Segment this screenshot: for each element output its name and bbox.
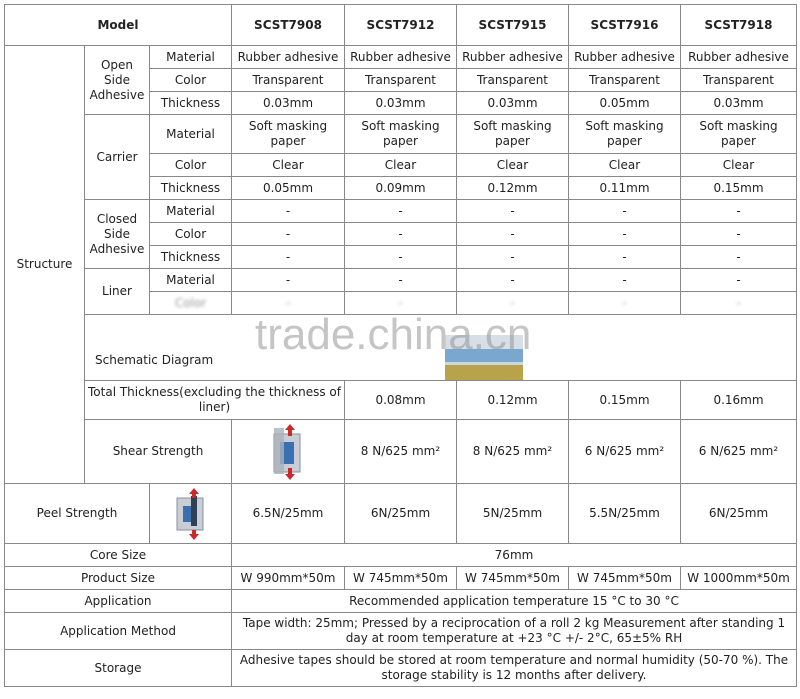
total-thickness-2: 0.12mm <box>457 381 569 420</box>
closed-color-5: - <box>681 223 797 246</box>
closed-material-label: Material <box>150 200 232 223</box>
carrier-thickness-label: Thickness <box>150 177 232 200</box>
peel-icon-cell <box>150 484 232 544</box>
liner-color-label: Color <box>150 292 232 315</box>
peel-5: 6N/25mm <box>681 484 797 544</box>
carrier-material-3: Soft masking paper <box>457 115 569 154</box>
shear-3: 6 N/625 mm² <box>569 420 681 484</box>
carrier-material-2: Soft masking paper <box>345 115 457 154</box>
open-color-3: Transparent <box>457 69 569 92</box>
open-color-5: Transparent <box>681 69 797 92</box>
carrier-thickness-5: 0.15mm <box>681 177 797 200</box>
closed-thickness-3: - <box>457 246 569 269</box>
open-material-2: Rubber adhesive <box>345 46 457 69</box>
product-size-5: W 1000mm*50m <box>681 567 797 590</box>
product-size-4: W 745mm*50m <box>569 567 681 590</box>
application-method-row <box>5 613 797 650</box>
model-label: Model <box>5 5 232 46</box>
peel-test-icon <box>171 488 211 540</box>
closed-material-1: - <box>232 200 345 223</box>
peel-4: 5.5N/25mm <box>569 484 681 544</box>
application-value: Recommended application temperature 15 °C to 30 °C <box>232 590 797 613</box>
open-material-1: Rubber adhesive <box>232 46 345 69</box>
open-thickness-5: 0.03mm <box>681 92 797 115</box>
open-thickness-3: 0.03mm <box>457 92 569 115</box>
closed-color-4: - <box>569 223 681 246</box>
model-1: SCST7908 <box>232 5 345 46</box>
product-size-row <box>5 567 797 590</box>
carrier-color-label: Color <box>150 154 232 177</box>
carrier-material-4: Soft masking paper <box>569 115 681 154</box>
liner-material-2: - <box>345 269 457 292</box>
open-color-label: Color <box>150 69 232 92</box>
application-row <box>5 590 797 613</box>
closed-color-label: Color <box>150 223 232 246</box>
closed-side-label: Closed Side Adhesive <box>85 200 150 269</box>
shear-1: 8 N/625 mm² <box>345 420 457 484</box>
total-thickness-row <box>5 381 797 420</box>
carrier-material-row <box>5 115 797 154</box>
application-method-value: Tape width: 25mm; Pressed by a reciprocation of a roll 2 kg Measurement after standing 1 day at room temperature at +23 °C +/- 2°C, 65±5% RH <box>232 613 797 650</box>
total-thickness-label: Total Thickness(excluding the thickness of liner) <box>85 381 345 420</box>
peel-label: Peel Strength <box>5 484 150 544</box>
closed-thickness-5: - <box>681 246 797 269</box>
shear-label: Shear Strength <box>85 420 232 484</box>
open-thickness-4: 0.05mm <box>569 92 681 115</box>
total-thickness-1: 0.08mm <box>345 381 457 420</box>
core-size-value: 76mm <box>232 544 797 567</box>
product-size-2: W 745mm*50m <box>345 567 457 590</box>
open-thickness-2: 0.03mm <box>345 92 457 115</box>
liner-color-5: - <box>681 292 797 315</box>
carrier-thickness-4: 0.11mm <box>569 177 681 200</box>
carrier-material-label: Material <box>150 115 232 154</box>
product-size-label: Product Size <box>5 567 232 590</box>
product-size-3: W 745mm*50m <box>457 567 569 590</box>
open-material-3: Rubber adhesive <box>457 46 569 69</box>
schematic-label: Schematic Diagram <box>85 315 797 381</box>
model-4: SCST7916 <box>569 5 681 46</box>
storage-row <box>5 650 797 687</box>
open-color-1: Transparent <box>232 69 345 92</box>
liner-material-1: - <box>232 269 345 292</box>
carrier-thickness-1: 0.05mm <box>232 177 345 200</box>
carrier-color-1: Clear <box>232 154 345 177</box>
application-method-label: Application Method <box>5 613 232 650</box>
carrier-thickness-3: 0.12mm <box>457 177 569 200</box>
closed-color-1: - <box>232 223 345 246</box>
total-thickness-4: 0.16mm <box>681 381 797 420</box>
carrier-material-5: Soft masking paper <box>681 115 797 154</box>
model-2: SCST7912 <box>345 5 457 46</box>
closed-material-row <box>5 200 797 223</box>
storage-label: Storage <box>5 650 232 687</box>
peel-1: 6.5N/25mm <box>232 484 345 544</box>
open-color-2: Transparent <box>345 69 457 92</box>
liner-material-row <box>5 269 797 292</box>
closed-thickness-1: - <box>232 246 345 269</box>
liner-color-1: - <box>232 292 345 315</box>
closed-thickness-2: - <box>345 246 457 269</box>
liner-material-label: Material <box>150 269 232 292</box>
peel-3: 5N/25mm <box>457 484 569 544</box>
carrier-thickness-2: 0.09mm <box>345 177 457 200</box>
closed-material-3: - <box>457 200 569 223</box>
shear-row <box>5 420 797 484</box>
carrier-color-4: Clear <box>569 154 681 177</box>
liner-color-3: - <box>457 292 569 315</box>
shear-2: 8 N/625 mm² <box>457 420 569 484</box>
total-thickness-3: 0.15mm <box>569 381 681 420</box>
model-3: SCST7915 <box>457 5 569 46</box>
shear-4: 6 N/625 mm² <box>681 420 797 484</box>
carrier-color-2: Clear <box>345 154 457 177</box>
closed-material-4: - <box>569 200 681 223</box>
closed-color-2: - <box>345 223 457 246</box>
core-size-row <box>5 544 797 567</box>
open-side-label: Open Side Adhesive <box>85 46 150 115</box>
header-row <box>5 5 797 46</box>
liner-material-3: - <box>457 269 569 292</box>
open-material-5: Rubber adhesive <box>681 46 797 69</box>
carrier-material-1: Soft masking paper <box>232 115 345 154</box>
carrier-label: Carrier <box>85 115 150 200</box>
closed-material-5: - <box>681 200 797 223</box>
shear-icon-cell <box>232 420 345 484</box>
carrier-color-3: Clear <box>457 154 569 177</box>
liner-material-4: - <box>569 269 681 292</box>
watermark-text: trade.china.cn <box>255 310 532 359</box>
storage-value: Adhesive tapes should be stored at room temperature and normal humidity (50-70 %). The storage stability is 12 months after delivery. <box>232 650 797 687</box>
application-label: Application <box>5 590 232 613</box>
peel-row <box>5 484 797 544</box>
peel-2: 6N/25mm <box>345 484 457 544</box>
closed-material-2: - <box>345 200 457 223</box>
liner-color-2: - <box>345 292 457 315</box>
open-material-4: Rubber adhesive <box>569 46 681 69</box>
product-size-1: W 990mm*50m <box>232 567 345 590</box>
closed-thickness-label: Thickness <box>150 246 232 269</box>
liner-material-5: - <box>681 269 797 292</box>
open-material-label: Material <box>150 46 232 69</box>
structure-label: Structure <box>5 46 85 484</box>
closed-thickness-4: - <box>569 246 681 269</box>
shear-test-icon <box>268 424 308 480</box>
open-thickness-label: Thickness <box>150 92 232 115</box>
carrier-color-5: Clear <box>681 154 797 177</box>
core-size-label: Core Size <box>5 544 232 567</box>
open-color-4: Transparent <box>569 69 681 92</box>
liner-label: Liner <box>85 269 150 315</box>
closed-color-3: - <box>457 223 569 246</box>
open-thickness-1: 0.03mm <box>232 92 345 115</box>
model-5: SCST7918 <box>681 5 797 46</box>
liner-color-4: - <box>569 292 681 315</box>
open-material-row <box>5 46 797 69</box>
